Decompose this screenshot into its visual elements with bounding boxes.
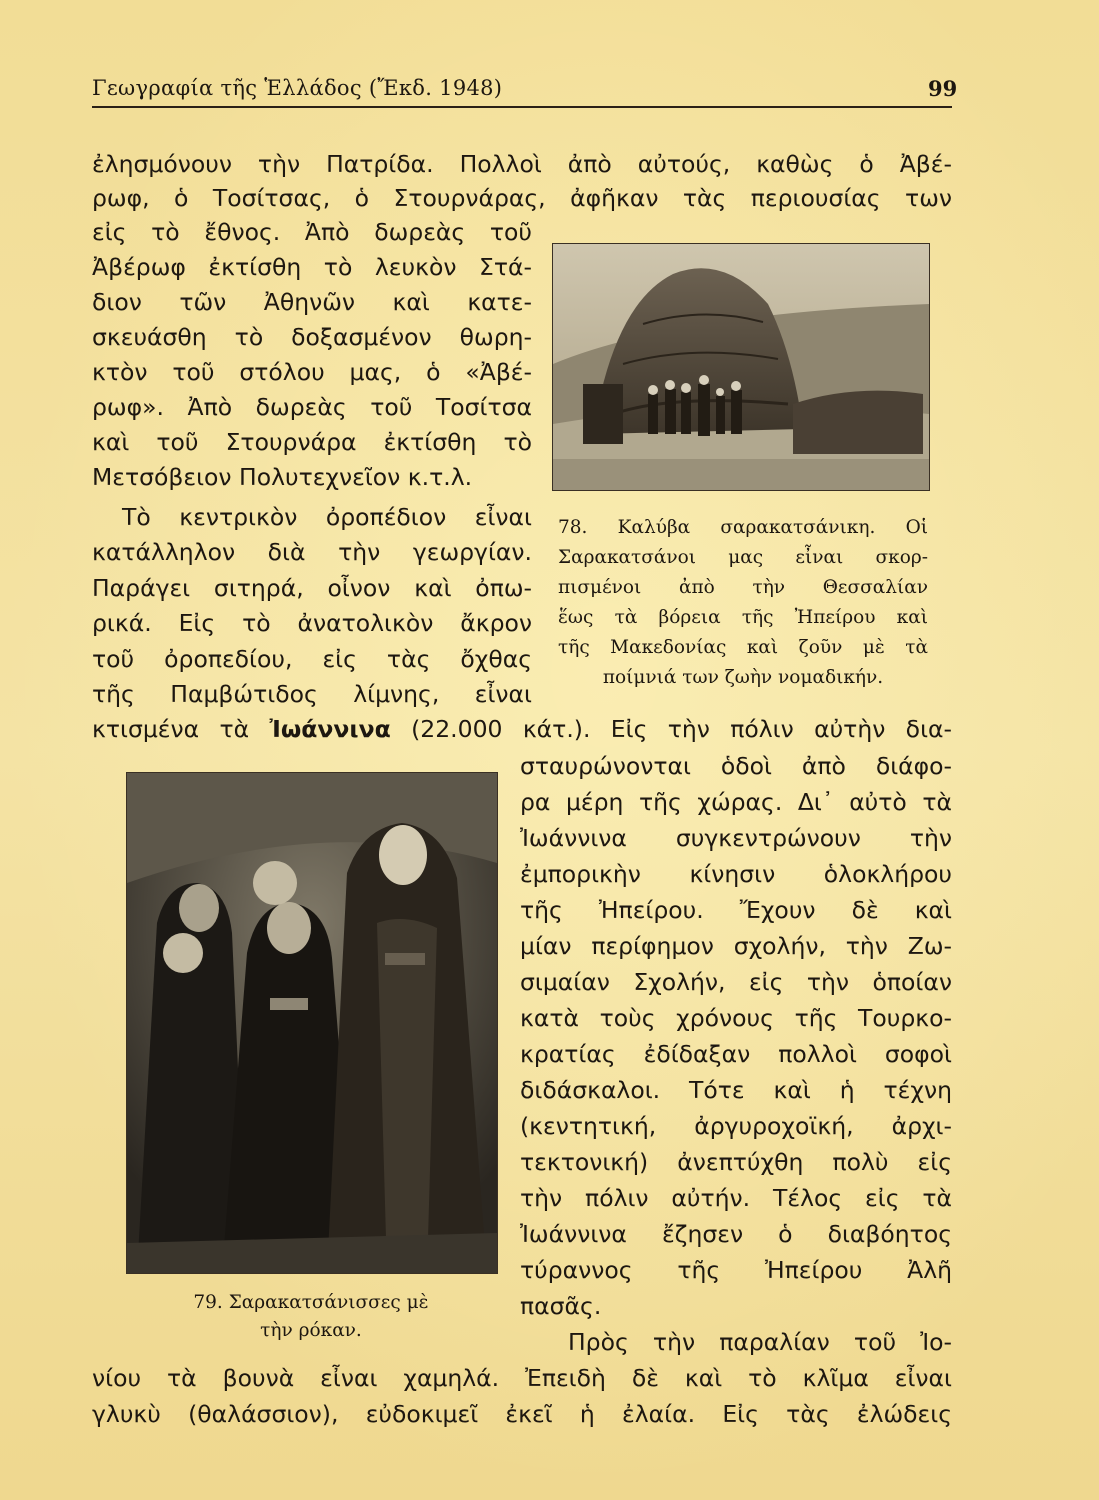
body-line: ρικά. Εἰς τὸ ἀνατολικὸν ἄκρον: [92, 609, 532, 637]
body-line: ἐμπορικὴν κίνησιν ὁλοκλήρου: [520, 860, 952, 888]
body-line: ρωφ». Ἀπὸ δωρεὰς τοῦ Τοσίτσα: [92, 393, 532, 421]
figure-78-caption-line: ποίμνιά των ζωὴν νομαδικήν.: [602, 667, 884, 688]
ioannina-bold-word: Ἰωάννινα: [269, 715, 391, 743]
figure-78-hut-photo: [552, 243, 930, 491]
figure-79-caption-line: 79. Σαρακατσάνισσες μὲ: [193, 1292, 429, 1313]
body-line: ρωφ, ὁ Τοσίτσας, ὁ Στουρνάρας, ἀφῆκαν τὰς περιουσίας των: [92, 184, 952, 212]
body-line: μίαν περίφημον σχολήν, τὴν Ζω-: [520, 932, 952, 960]
body-line: τύραννος τῆς Ἠπείρου Ἀλῆ: [520, 1256, 952, 1284]
body-line: Μετσόβειον Πολυτεχνεῖον κ.τ.λ.: [92, 463, 473, 491]
line-text: (22.000 κάτ.). Εἰς τὴν πόλιν αὐτὴν δια-: [411, 715, 952, 743]
body-line: τῆς Ἠπείρου. Ἔχουν δὲ καὶ: [520, 896, 952, 924]
body-line: διδάσκαλοι. Τότε καὶ ἡ τέχνη: [520, 1076, 952, 1104]
body-line: Πρὸς τὴν παραλίαν τοῦ Ἰο-: [568, 1328, 952, 1356]
body-line: Ἀβέρωφ ἐκτίσθη τὸ λευκὸν Στά-: [92, 253, 532, 281]
body-line: Τὸ κεντρικὸν ὀροπέδιον εἶναι: [122, 503, 532, 531]
figure-79-women-photo: [126, 772, 498, 1274]
figure-78-caption-line: 78. Καλύβα σαρακατσάνικη. Οἱ: [558, 517, 928, 538]
figure-78-caption-line: πισμένοι ἀπὸ τὴν Θεσσαλίαν: [558, 577, 928, 598]
header-rule: [92, 106, 952, 108]
body-line: ἐλησμόνουν τὴν Πατρίδα. Πολλοὶ ἀπὸ αὐτούς, καθὼς ὁ Ἀβέ-: [92, 150, 952, 178]
body-line: εἰς τὸ ἔθνος. Ἀπὸ δωρεὰς τοῦ: [92, 218, 532, 246]
women-photo-illustration: [127, 773, 497, 1273]
body-line: κτὸν τοῦ στόλου μας, ὁ «Ἀβέ-: [92, 358, 532, 386]
body-line: τοῦ ὀροπεδίου, εἰς τὰς ὄχθας: [92, 645, 532, 673]
body-line: σιμαίαν Σχολήν, εἰς τὴν ὁποίαν: [520, 968, 952, 996]
body-line: κρατίας ἐδίδαξαν πολλοὶ σοφοὶ: [520, 1040, 952, 1068]
body-line: ρα μέρη τῆς χώρας. Δι᾿ αὐτὸ τὰ: [520, 788, 952, 816]
body-line: διον τῶν Ἀθηνῶν καὶ κατε-: [92, 288, 532, 316]
body-line: νίου τὰ βουνὰ εἶναι χαμηλά. Ἐπειδὴ δὲ καὶ τὸ κλῖμα εἶναι: [92, 1364, 952, 1392]
figure-79-caption-line: τὴν ρόκαν.: [260, 1320, 362, 1341]
body-line: κατάλληλον διὰ τὴν γεωργίαν.: [92, 538, 532, 566]
body-line: τεκτονική) ἀνεπτύχθη πολὺ εἰς: [520, 1148, 952, 1176]
body-line: σκευάσθη τὸ δοξασμένον θωρη-: [92, 323, 532, 351]
body-line: τῆς Παμβώτιδος λίμνης, εἶναι: [92, 680, 532, 708]
body-line: τὴν πόλιν αὐτήν. Τέλος εἰς τὰ: [520, 1184, 952, 1212]
body-line: σταυρώνονται ὁδοὶ ἀπὸ διάφο-: [520, 752, 952, 780]
body-line-ioannina: [92, 715, 952, 743]
figure-78-caption-line: Σαρακατσάνοι μας εἶναι σκορ-: [558, 547, 928, 568]
body-line: (κεντητική, ἀργυροχοϊκή, ἀρχι-: [520, 1112, 952, 1140]
figure-78-caption-line: τῆς Μακεδονίας καὶ ζοῦν μὲ τὰ: [558, 637, 928, 658]
hut-photo-illustration: [553, 244, 929, 490]
body-line: Ἰωάννινα συγκεντρώνουν τὴν: [520, 824, 952, 852]
body-line: πασᾶς.: [520, 1292, 602, 1320]
body-line: Ἰωάννινα ἔζησεν ὁ διαβόητος: [520, 1220, 952, 1248]
line-text: κτισμένα τὰ: [92, 715, 250, 743]
page-number: 99: [928, 76, 958, 101]
body-line: κατὰ τοὺς χρόνους τῆς Τουρκο-: [520, 1004, 952, 1032]
body-line: καὶ τοῦ Στουρνάρα ἐκτίσθη τὸ: [92, 428, 532, 456]
running-header-title: Γεωγραφία τῆς Ἑλλάδος (Ἔκδ. 1948): [92, 76, 503, 100]
figure-78-caption-line: ἕως τὰ βόρεια τῆς Ἠπείρου καὶ: [558, 607, 928, 628]
body-line: Παράγει σιτηρά, οἶνον καὶ ὀπω-: [92, 574, 532, 602]
body-line: γλυκὺ (θαλάσσιον), εὐδοκιμεῖ ἐκεῖ ἡ ἐλαία. Εἰς τὰς ἐλώδεις: [92, 1400, 952, 1428]
